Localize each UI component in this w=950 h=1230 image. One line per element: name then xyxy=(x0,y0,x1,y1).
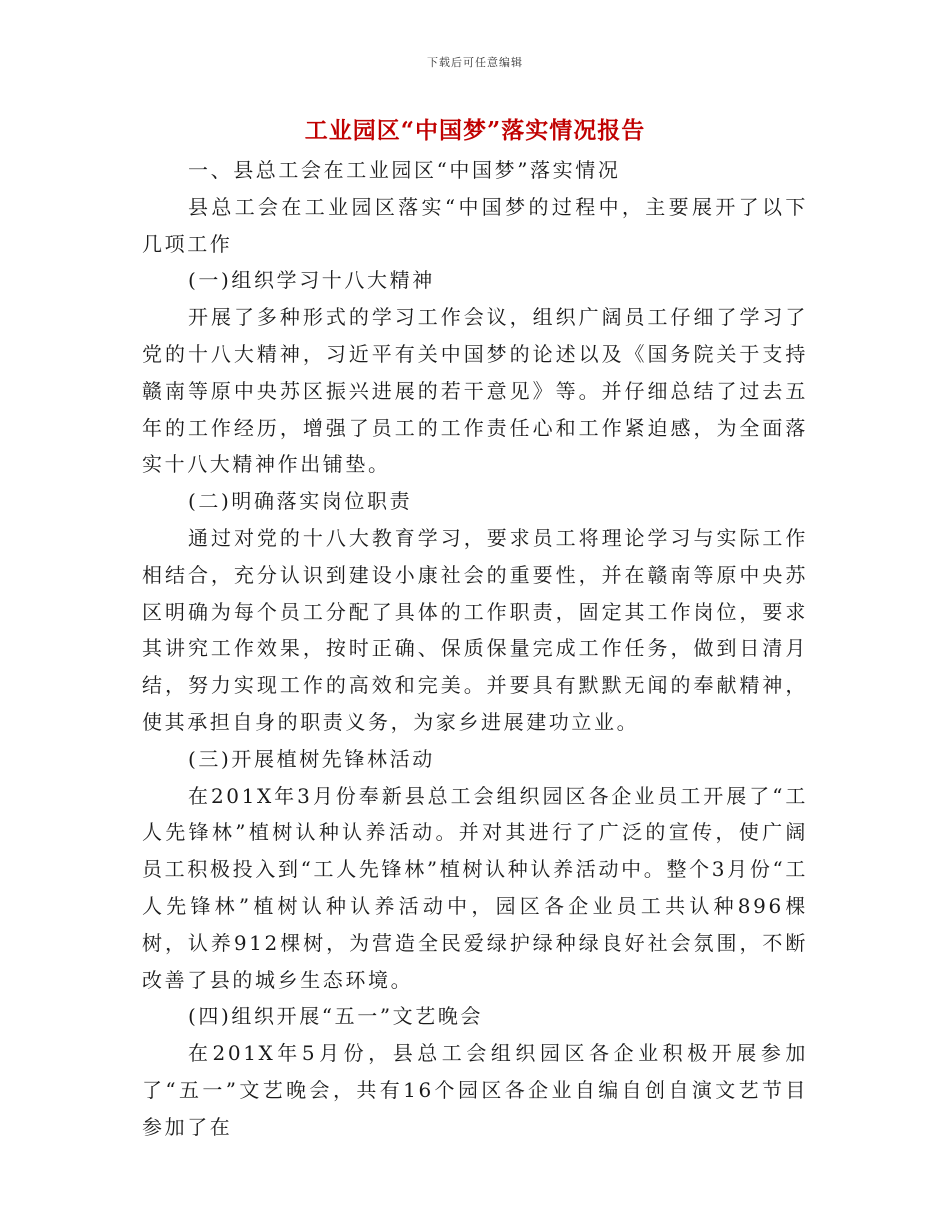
body-paragraph: 县总工会在工业园区落实“中国梦的过程中，主要展开了以下几项工作 xyxy=(142,194,808,256)
subsection-heading: (三)开展植树先锋林活动 xyxy=(188,746,435,771)
document-title: 工业园区“中国梦”落实情况报告 xyxy=(304,117,646,144)
document-body xyxy=(142,152,808,1146)
subsection-heading: (一)组织学习十八大精神 xyxy=(188,268,435,293)
subsection-heading: (二)明确落实岗位职责 xyxy=(188,489,413,514)
body-paragraph: 在201X年3月份奉新县总工会组织园区各企业员工开展了“工人先锋林”植树认种认养活动。并对其进行了广泛的宣传，使广阔员工积极投入到“工人先锋林”植树认种认养活动中。整个3月份“工人先锋林”植树认种认养活动中，园区各企业员工共认种896棵树，认养912棵树，为营造全民爱绿护绿种绿良好社会氛围，不断改善了县的城乡生态环境。 xyxy=(142,783,808,992)
body-paragraph: 在201X年5月份，县总工会组织园区各企业积极开展参加了“五一”文艺晚会，共有16个园区各企业自编自创自演文艺节目参加了在 xyxy=(142,1041,808,1139)
body-paragraph: 开展了多种形式的学习工作会议，组织广阔员工仔细了学习了党的十八大精神，习近平有关中国梦的论述以及《国务院关于支持赣南等原中央苏区振兴进展的若干意见》等。并仔细总结了过去五年的工作经历，增强了员工的工作责任心和工作紧迫感，为全面落实十八大精神作出铺垫。 xyxy=(142,305,808,477)
section-heading: 一、县总工会在工业园区“中国梦”落实情况 xyxy=(188,158,621,182)
header-note: 下载后可任意编辑 xyxy=(427,56,523,69)
body-paragraph: 通过对党的十八大教育学习，要求员工将理论学习与实际工作相结合，充分认识到建设小康社会的重要性，并在赣南等原中央苏区明确为每个员工分配了具体的工作职责，固定其工作岗位，要求其讲究工作效果，按时正确、保质保量完成工作任务，做到日清月结，努力实现工作的高效和完美。并要具有默默无闻的奉献精神，使其承担自身的职责义务，为家乡进展建功立业。 xyxy=(142,525,808,734)
subsection-heading: (四)组织开展“五一”文艺晚会 xyxy=(188,1004,484,1029)
